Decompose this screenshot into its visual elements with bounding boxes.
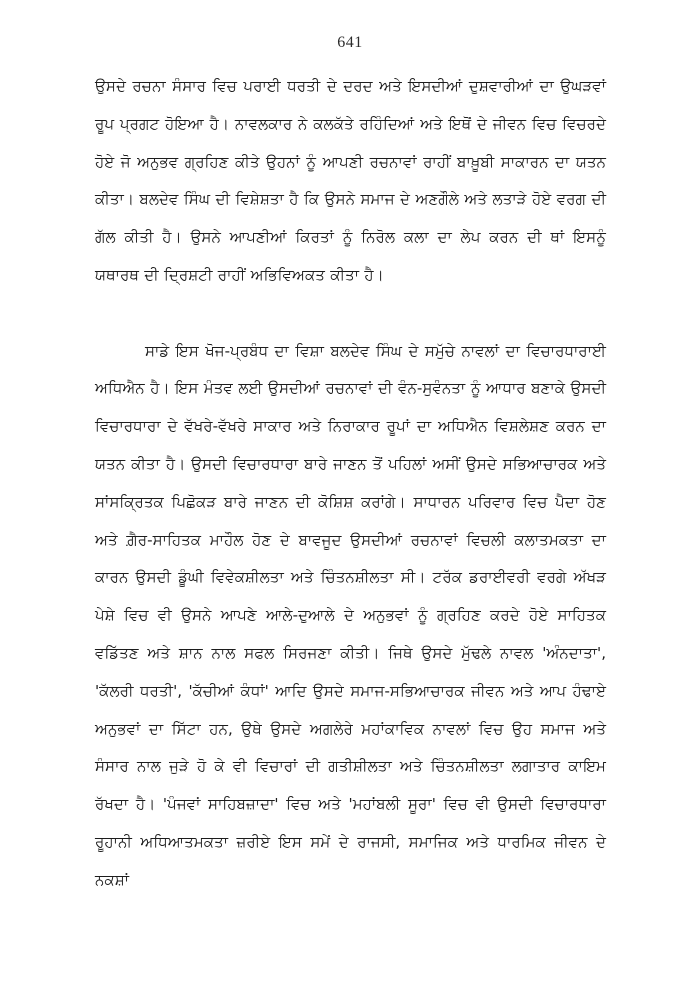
paragraph-2: ਸਾਡੇ ਇਸ ਖੋਜ-ਪ੍ਰਬੰਧ ਦਾ ਵਿਸ਼ਾ ਬਲਦੇਵ ਸਿੰਘ ਦੇ ਸਮੁੱਚੇ ਨਾਵਲਾਂ ਦਾ ਵਿਚਾਰਧਾਰਾਈ ਅਧਿਐਨ ਹੈ। ਇਸ ਮੰਤਵ ਲਈ ਉਸਦੀਆਂ ਰਚਨਾਵਾਂ ਦੀ ਵੰਨ-ਸੁਵੰਨਤਾ ਨੂੰ ਆਧਾਰ ਬਣਾਕੇ ਉਸਦੀ ਵਿਚਾਰਧਾਰਾ ਦੇ ਵੱਖਰੇ-ਵੱਖਰੇ ਸਾਕਾਰ ਅਤੇ ਨਿਰਾਕਾਰ ਰੂਪਾਂ ਦਾ ਅਧਿਐਨ ਵਿਸ਼ਲੇਸ਼ਣ ਕਰਨ ਦਾ ਯਤਨ ਕੀਤਾ ਹੈ। ਉਸਦੀ ਵਿਚਾਰਧਾਰਾ ਬਾਰੇ ਜਾਣਨ ਤੋਂ ਪਹਿਲਾਂ ਅਸੀਂ ਉਸਦੇ ਸਭਿਆਚਾਰਕ ਅਤੇ ਸਾਂਸਕ੍ਰਿਤਕ ਪਿਛੋਕੜ ਬਾਰੇ ਜਾਣਨ ਦੀ ਕੋਸ਼ਿਸ਼ ਕਰਾਂਗੇ। ਸਾਧਾਰਨ ਪਰਿਵਾਰ ਵਿਚ ਪੈਦਾ ਹੋਣ ਅਤੇ ਗ਼ੈਰ-ਸਾਹਿਤਕ ਮਾਹੌਲ ਹੋਣ ਦੇ ਬਾਵਜੂਦ ਉਸਦੀਆਂ ਰਚਨਾਵਾਂ ਵਿਚਲੀ ਕਲਾਤਮਕਤਾ ਦਾ ਕਾਰਨ ਉਸਦੀ ਡੂੰਘੀ ਵਿਵੇਕਸ਼ੀਲਤਾ ਅਤੇ ਚਿੰਤਨਸ਼ੀਲਤਾ ਸੀ। ਟਰੱਕ ਡਰਾਈਵਰੀ ਵਰਗੇ ਅੱਖੜ ਪੇਸ਼ੇ ਵਿਚ ਵੀ ਉਸਨੇ ਆਪਣੇ ਆਲੇ-ਦੁਆਲੇ ਦੇ ਅਨੁਭਵਾਂ ਨੂੰ ਗ੍ਰਹਿਣ ਕਰਦੇ ਹੋਏ ਸਾਹਿਤਕ ਵਡਿੱਤਣ ਅਤੇ ਸ਼ਾਨ ਨਾਲ ਸਫਲ ਸਿਰਜਣਾ ਕੀਤੀ। ਜਿਥੇ ਉਸਦੇ ਮੁੱਢਲੇ ਨਾਵਲ 'ਅੰਨਦਾਤਾ', 'ਕੱਲਰੀ ਧਰਤੀ', 'ਕੱਚੀਆਂ ਕੰਧਾਂ' ਆਦਿ ਉਸਦੇ ਸਮਾਜ-ਸਭਿਆਚਾਰਕ ਜੀਵਨ ਅਤੇ ਆਪ ਹੰਢਾਏ ਅਨੁਭਵਾਂ ਦਾ ਸਿੱਟਾ ਹਨ, ਉਥੇ ਉਸਦੇ ਅਗਲੇਰੇ ਮਹਾਂਕਾਵਿਕ ਨਾਵਲਾਂ ਵਿਚ ਉਹ ਸਮਾਜ ਅਤੇ ਸੰਸਾਰ ਨਾਲ ਜੁੜੇ ਹੋ ਕੇ ਵੀ ਵਿਚਾਰਾਂ ਦੀ ਗਤੀਸ਼ੀਲਤਾ ਅਤੇ ਚਿੰਤਨਸ਼ੀਲਤਾ ਲਗਾਤਾਰ ਕਾਇਮ ਰੱਖਦਾ ਹੈ। 'ਪੰਜਵਾਂ ਸਾਹਿਬਜ਼ਾਦਾ' ਵਿਚ ਅਤੇ 'ਮਹਾਂਬਲੀ ਸੂਰਾ' ਵਿਚ ਵੀ ਉਸਦੀ ਵਿਚਾਰਧਾਰਾ ਰੂਹਾਨੀ ਅਧਿਆਤਮਕਤਾ ਜ਼ਰੀਏ ਇਸ ਸਮੇਂ ਦੇ ਰਾਜਸੀ, ਸਮਾਜਿਕ ਅਤੇ ਧਾਰਮਿਕ ਜੀਵਨ ਦੇ ਨਕਸ਼ਾਂ [95, 341, 606, 889]
page-number: 641 [337, 34, 363, 51]
paragraph-1: ਉਸਦੇ ਰਚਨਾ ਸੰਸਾਰ ਵਿਚ ਪਰਾਈ ਧਰਤੀ ਦੇ ਦਰਦ ਅਤੇ ਇਸਦੀਆਂ ਦੁਸ਼ਵਾਰੀਆਂ ਦਾ ਉਘੜਵਾਂ ਰੂਪ ਪ੍ਰਗਟ ਹੋਇਆ ਹੈ। ਨਾਵਲਕਾਰ ਨੇ ਕਲਕੱਤੇ ਰਹਿੰਦਿਆਂ ਅਤੇ ਇਥੋਂ ਦੇ ਜੀਵਨ ਵਿਚ ਵਿਚਰਦੇ ਹੋਏ ਜੋ ਅਨੁਭਵ ਗ੍ਰਹਿਣ ਕੀਤੇ ਉਹਨਾਂ ਨੂੰ ਆਪਣੀ ਰਚਨਾਵਾਂ ਰਾਹੀਂ ਬਾਖ਼ੂਬੀ ਸਾਕਾਰਨ ਦਾ ਯਤਨ ਕੀਤਾ। ਬਲਦੇਵ ਸਿੰਘ ਦੀ ਵਿਸ਼ੇਸ਼ਤਾ ਹੈ ਕਿ ਉਸਨੇ ਸਮਾਜ ਦੇ ਅਣਗੌਲੇ ਅਤੇ ਲਤਾੜੇ ਹੋਏ ਵਰਗ ਦੀ ਗੱਲ ਕੀਤੀ ਹੈ। ਉਸਨੇ ਆਪਣੀਆਂ ਕਿਰਤਾਂ ਨੂੰ ਨਿਰੋਲ ਕਲਾ ਦਾ ਲੇਪ ਕਰਨ ਦੀ ਥਾਂ ਇਸਨੂੰ ਯਥਾਰਥ ਦੀ ਦ੍ਰਿਸ਼ਟੀ ਰਾਹੀਂ ਅਭਿਵਿਅਕਤ ਕੀਤਾ ਹੈ। [95, 77, 606, 284]
page-text-body [95, 68, 606, 900]
